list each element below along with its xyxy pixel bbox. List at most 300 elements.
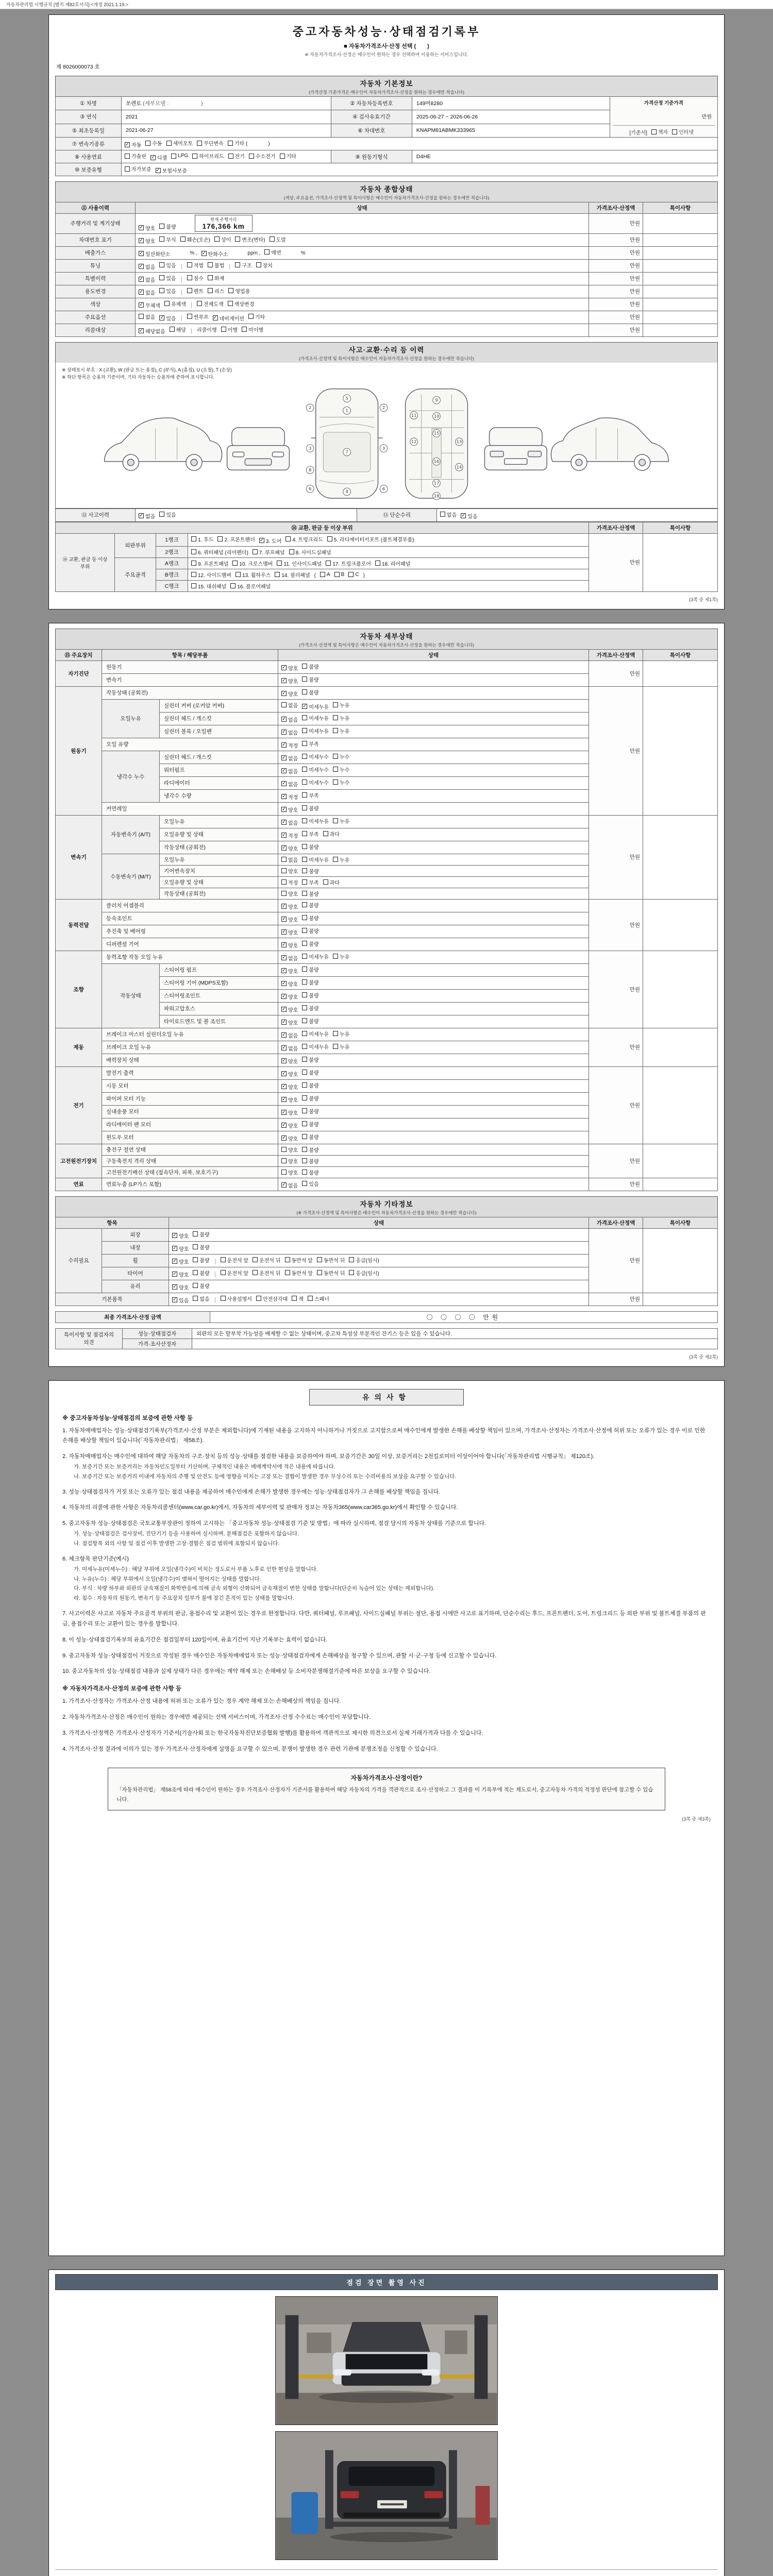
engine-type-value: D4HE <box>412 150 717 163</box>
option-label: 14. 필러패널 <box>281 572 310 579</box>
option-label: 미세누유 <box>309 716 329 722</box>
checkbox-unchecked <box>191 571 231 579</box>
checkbox-unchecked <box>191 582 226 590</box>
checkbox-checked <box>281 754 298 762</box>
state-cell <box>278 1144 589 1155</box>
option-label: 보험사보증 <box>162 168 187 174</box>
option-label: 불량 <box>309 844 319 851</box>
item-label: 와이퍼 모터 기능 <box>102 1092 278 1105</box>
subgroup-label: 수동변속기 (M/T) <box>102 854 160 899</box>
checkbox-box-icon <box>145 141 150 146</box>
checkbox-box-icon <box>281 904 287 909</box>
checkbox-checked <box>159 314 176 322</box>
checkbox-box-icon <box>139 277 144 282</box>
state-cell <box>278 876 589 888</box>
option-label: 없음 <box>145 277 156 283</box>
checkbox-unchecked <box>349 1269 379 1277</box>
checkbox-unchecked <box>208 287 224 295</box>
checkbox-box-icon <box>281 833 287 838</box>
option-label: 양호 <box>288 869 298 875</box>
checkbox-unchecked <box>302 1146 318 1154</box>
item-label: 작동상태 (공회전) <box>160 888 278 899</box>
accident-history-table <box>55 509 718 522</box>
option-label: 불량 <box>309 1096 319 1102</box>
checkbox-unchecked <box>208 261 224 269</box>
checkbox-box-icon <box>235 236 240 242</box>
option-label: 있음 <box>166 289 176 295</box>
simple-repair-options <box>437 509 718 521</box>
state-cell <box>136 298 589 311</box>
year-label: ③ 연식 <box>56 110 122 124</box>
table-header-row <box>56 522 718 533</box>
price-base-reference <box>613 125 715 136</box>
checkbox-box-icon <box>333 779 338 785</box>
option-label: 자가보증 <box>131 167 152 173</box>
notice-item <box>62 1452 711 1482</box>
option-label: 양호 <box>288 1170 298 1176</box>
checkbox-box-icon <box>139 314 144 319</box>
table-row <box>56 951 718 963</box>
checkbox-unchecked <box>302 927 318 935</box>
option-label: 양호 <box>288 679 298 685</box>
checkbox-box-icon <box>172 1246 177 1251</box>
checkbox-unchecked <box>264 248 281 256</box>
state-cell <box>169 1241 589 1254</box>
checkbox-box-icon <box>281 691 287 696</box>
price-cell: 만원 <box>589 214 643 234</box>
option-label: 양호 <box>288 943 298 949</box>
checkbox-box-icon <box>187 288 192 293</box>
option-label: 없음 <box>145 264 156 270</box>
option-label: 무단변속 <box>204 141 224 147</box>
checkbox-checked <box>281 1006 298 1013</box>
checkbox-unchecked <box>221 1295 252 1302</box>
option-label: 불량 <box>309 980 319 986</box>
checkbox-box-icon <box>333 818 338 823</box>
price-cell: 만원 <box>589 233 643 246</box>
option-label: 11. 인사이드패널 <box>283 561 322 567</box>
checkbox-box-icon <box>201 251 207 256</box>
state-cell <box>278 1054 589 1066</box>
item-label: 외장 <box>102 1228 169 1241</box>
checkbox-checked <box>139 276 155 283</box>
checkbox-box-icon <box>281 794 287 799</box>
row-label: 특별이력 <box>56 272 136 285</box>
svg-text:16: 16 <box>433 459 440 464</box>
checkbox-box-icon <box>191 583 196 588</box>
section-note: (가격조사·산정액 및 특이사항은 매수인이 자동차가격조사·산정을 원하는 경우에만 적습니다) <box>299 355 474 361</box>
item-label: 디퍼렌셜 기어 <box>102 938 278 951</box>
table-row <box>56 97 718 110</box>
checkbox-box-icon <box>159 288 164 293</box>
svg-text:3: 3 <box>309 445 312 451</box>
checkbox-box-icon <box>192 154 197 159</box>
notice-item <box>62 1426 711 1447</box>
option-label: 불량 <box>309 677 319 683</box>
checkbox-box-icon <box>214 236 220 242</box>
state-cell <box>278 699 589 712</box>
opinion-section-label: 특이사항 및 점검자의 의견 <box>56 1328 123 1349</box>
transmission-label: ⑦ 변속기종류 <box>56 138 122 150</box>
checkbox-unchecked <box>159 287 176 295</box>
checkbox-box-icon <box>281 730 287 735</box>
checkbox-unchecked <box>164 300 186 308</box>
inspector-opinion-table <box>55 1328 718 1349</box>
option-label: 양호 <box>288 981 298 988</box>
checkbox-box-icon <box>302 1170 307 1175</box>
checkbox-box-icon <box>248 314 254 319</box>
checkbox-unchecked <box>302 740 318 748</box>
notice-item-text: 9. 중고자동차 성능·상태점검이 거짓으로 작성된 경우 매수인은 자동차매매업자 또는 성능·상태점검자에게 손해배상을 청구할 수 있으며, 관할 시·군·구청 등에 신고할 수 있습니다. <box>62 1652 497 1659</box>
checkbox-box-icon <box>327 536 332 541</box>
option-label: 3. 도어 <box>265 538 282 545</box>
state-cell <box>278 751 589 764</box>
state-cell <box>169 1280 589 1293</box>
note-cell <box>643 660 718 686</box>
svg-text:12: 12 <box>411 438 417 444</box>
checkbox-unchecked <box>171 153 188 159</box>
checkbox-checked <box>172 1270 189 1278</box>
state-cell <box>278 1105 589 1118</box>
checkbox-unchecked <box>139 313 155 320</box>
exchange-label: ⑭ 교환, 판금 등 이상 부위 <box>56 533 115 591</box>
option-label: 양호 <box>288 1110 298 1116</box>
option-label: 해당 <box>176 327 186 333</box>
option-label: 전기 <box>234 154 245 160</box>
svg-text:11: 11 <box>411 412 417 418</box>
final-amount-placeholder: 〇 〇 〇 〇 <box>426 1313 478 1321</box>
checkbox-unchecked <box>197 300 224 308</box>
checkbox-unchecked <box>302 727 329 735</box>
final-price-table <box>55 1311 718 1323</box>
option-label: 불량 <box>309 1019 319 1025</box>
svg-text:4: 4 <box>345 488 348 494</box>
state-cell <box>278 1178 589 1191</box>
checkbox-unchecked <box>228 287 250 295</box>
option-label: 5. 라디에이터서포트 (볼트체결부품) <box>333 537 414 543</box>
checkbox-box-icon <box>170 327 175 332</box>
checkbox-box-icon <box>139 225 144 230</box>
inspection-period-value: 2025-06-27 ~ 2026-06-26 <box>412 110 610 124</box>
item-label: 실내송풍 모터 <box>102 1105 278 1118</box>
checkbox-checked <box>281 980 298 988</box>
state-cell <box>278 1131 589 1144</box>
option-label: 불량 <box>309 916 319 922</box>
section-overall-header <box>55 181 718 202</box>
rank-label: A랭크 <box>156 557 188 569</box>
state-cell <box>278 776 589 789</box>
engine-type-label: ⑨ 원동기형식 <box>331 150 412 163</box>
checkbox-unchecked <box>232 560 273 567</box>
checkbox-box-icon <box>232 561 238 566</box>
option-label: 사용설명서 <box>227 1296 252 1302</box>
option-label: 양호 <box>288 1059 298 1065</box>
item-label: 브레이크 마스터 실린더오일 누유 <box>102 1028 278 1041</box>
checkbox-box-icon <box>317 1257 322 1262</box>
checkbox-unchecked <box>302 914 318 922</box>
table-row <box>56 899 718 912</box>
reg-no-value: 149머8280 <box>412 97 610 110</box>
checkbox-unchecked <box>333 953 349 960</box>
column-usage-history: ⑪ 사용이력 <box>56 202 136 214</box>
option-separator <box>181 264 182 269</box>
checkbox-checked <box>281 767 298 775</box>
option-label: 탄화수소 <box>208 251 228 258</box>
state-cell <box>278 1079 589 1092</box>
checkbox-unchecked <box>242 326 263 333</box>
checkbox-checked <box>281 941 298 949</box>
price-cell: 만원 <box>589 1293 643 1306</box>
state-cell <box>278 673 589 686</box>
state-cell <box>278 976 589 989</box>
checkbox-box-icon <box>281 1032 287 1038</box>
section-note: (가격산정 기준가격은 매수인이 자동차가격조사·산정을 원하는 경우에만 적습니다) <box>309 90 464 95</box>
checkbox-checked <box>281 793 298 801</box>
appraiser-opinion-text <box>192 1338 718 1349</box>
state-cell <box>278 899 589 912</box>
note-cell <box>643 1066 718 1144</box>
checkbox-unchecked <box>145 139 162 147</box>
table-row <box>56 246 718 259</box>
checkbox-box-icon <box>302 818 307 823</box>
checkbox-unchecked <box>326 560 371 567</box>
checkbox-checked <box>281 844 298 852</box>
checkbox-box-icon <box>333 754 338 759</box>
checkbox-unchecked <box>230 582 271 590</box>
price-cell: 만원 <box>589 533 643 591</box>
option-label: 양호 <box>179 1246 189 1252</box>
checkbox-unchecked <box>651 128 668 135</box>
state-cell <box>278 764 589 776</box>
checkbox-box-icon <box>230 583 236 588</box>
option-label: 양호 <box>288 891 298 897</box>
checkbox-box-icon <box>302 1070 307 1075</box>
page-reference: (3쪽 중 제1쪽) <box>689 597 718 602</box>
checkbox-box-icon <box>193 1244 198 1249</box>
note-cell <box>643 324 718 336</box>
notice-items-performance <box>62 1426 711 1677</box>
item-label: 클러치 어셈블리 <box>102 899 278 912</box>
svg-text:18: 18 <box>433 493 440 498</box>
checkbox-checked <box>201 250 228 258</box>
checkbox-box-icon <box>302 1181 307 1186</box>
checkbox-unchecked <box>302 1043 329 1050</box>
option-separator <box>191 302 192 308</box>
checkbox-box-icon <box>159 275 164 280</box>
option-label: 불량 <box>309 1070 319 1076</box>
option-label: 불량 <box>309 1122 319 1128</box>
option-label: 불량 <box>309 928 319 935</box>
checkbox-checked <box>281 832 298 839</box>
checkbox-unchecked <box>333 753 349 760</box>
checkbox-box-icon <box>281 868 287 873</box>
checkbox-box-icon <box>191 549 196 554</box>
section-title: 사고·교환·수리 등 이력 <box>348 346 425 354</box>
checkbox-box-icon <box>281 1020 287 1025</box>
checkbox-box-icon <box>228 288 233 293</box>
checkbox-unchecked <box>302 856 329 863</box>
table-row <box>56 660 718 673</box>
table-row <box>56 272 718 285</box>
checkbox-unchecked <box>333 778 349 786</box>
checkbox-checked <box>281 1083 298 1091</box>
item-label: 브레이크 오일 누유 <box>102 1041 278 1054</box>
note-cell <box>643 1293 718 1306</box>
table-row <box>56 311 718 324</box>
checkbox-unchecked <box>281 701 298 709</box>
checkbox-unchecked <box>277 560 322 567</box>
state-code-legend: ※ 상태표시 부호 : X (교환), W (판금 또는 용접), C (부식), A (흠집), U (요철), T (손상) <box>62 367 232 372</box>
device-label: 조향 <box>56 951 102 1028</box>
price-cell: 만원 <box>589 686 643 815</box>
option-label: 적정 <box>288 743 298 749</box>
note-cell <box>643 815 718 899</box>
option-label: 도말 <box>276 237 286 243</box>
notice-subitem-text: 나. 점검항목 외의 사항 및 점검 이후 발생한 고장·결함은 점검 범위에 포함되지 않습니다. <box>74 1540 280 1547</box>
checkbox-unchecked <box>302 940 318 947</box>
state-cell <box>278 1028 589 1041</box>
notice-item-text: 7. 사고이력은 사고로 자동차 주요골격 부위의 판금, 용접수리 및 교환이 있는 경우로 한정합니다. 다만, 쿼터패널, 루프패널, 사이드실패널 부위는 절단, 용접 시에만 사고로 표기하며, 단순수리는 후드, 프론트펜더, 도어, 트렁크리드 등 외판 부위 및 볼트체결 부품의 판금, 용접수리 또는 교환이 있는 경우를 말합니다. <box>62 1611 706 1627</box>
option-label: 13. 휠하우스 <box>242 572 271 579</box>
svg-text:1: 1 <box>345 408 348 413</box>
item-label: 실린더 커버 (로커암 커버) <box>160 699 278 712</box>
checkbox-box-icon <box>249 154 254 159</box>
option-label: 불량 <box>309 690 319 696</box>
checkbox-box-icon <box>302 741 307 746</box>
notice-item <box>62 1609 711 1630</box>
checkbox-box-icon <box>191 561 196 566</box>
option-label: 부족 <box>309 832 319 838</box>
option-label: 불법 <box>214 263 225 269</box>
checkbox-unchecked <box>302 1168 318 1176</box>
checkbox-unchecked <box>285 1269 313 1277</box>
checkbox-unchecked <box>289 548 331 556</box>
checkbox-box-icon <box>302 1031 307 1036</box>
checkbox-box-icon <box>323 831 328 836</box>
checkbox-unchecked <box>281 878 298 886</box>
option-label: 불량 <box>199 1258 210 1264</box>
checkbox-unchecked <box>191 535 213 543</box>
column-item: 항목 <box>56 1217 169 1228</box>
checkbox-box-icon <box>139 328 144 333</box>
checkbox-box-icon <box>302 1082 307 1088</box>
state-cell <box>278 865 589 876</box>
svg-text:2: 2 <box>309 404 312 410</box>
notice-section2-title: ※ 자동차가격조사·산정의 보증에 관한 사항 등 <box>62 1686 181 1692</box>
inspection-photo-engine-bay <box>275 2296 498 2425</box>
column-note: 특이사항 <box>643 649 718 660</box>
section-title: 자동차 기본정보 <box>360 80 413 88</box>
checkbox-box-icon <box>302 1005 307 1010</box>
item-label: 유리 <box>102 1280 169 1293</box>
option-label: 상이 <box>221 237 231 243</box>
option-label: 불량 <box>309 1109 319 1115</box>
checkbox-box-icon <box>461 513 466 518</box>
state-cell <box>169 1228 589 1241</box>
checkbox-box-icon <box>281 807 287 812</box>
option-label: 양호 <box>288 807 298 814</box>
checkbox-box-icon <box>302 754 307 759</box>
checkbox-box-icon <box>302 967 307 972</box>
checkbox-box-icon <box>187 275 192 280</box>
table-row <box>56 1311 718 1323</box>
group-label: 외판부위 <box>115 533 156 557</box>
state-cell <box>278 1041 589 1054</box>
checkbox-box-icon <box>217 536 223 541</box>
fuel-label: ⑧ 사용연료 <box>56 150 122 163</box>
note-cell <box>643 272 718 285</box>
state-cell <box>136 233 589 246</box>
checkbox-box-icon <box>264 249 270 255</box>
option-label: 양호 <box>288 904 298 910</box>
option-label: 불량 <box>309 1170 319 1176</box>
option-label: 불량 <box>199 1245 210 1251</box>
notice-item-text: 2. 자동차가격조사·산정은 매수인이 원하는 경우에만 제공되는 선택 서비스이며, 가격조사·산정 수수료는 매수인이 부담합니다. <box>62 1714 371 1720</box>
checkbox-box-icon <box>208 275 213 280</box>
checkbox-checked <box>125 141 141 148</box>
checkbox-unchecked <box>187 313 209 320</box>
checkbox-box-icon <box>281 994 287 999</box>
checkbox-unchecked <box>193 1269 209 1277</box>
item-label: 휠 <box>102 1254 169 1267</box>
checkbox-box-icon <box>139 302 144 308</box>
checkbox-box-icon <box>320 572 325 577</box>
checkbox-box-icon <box>281 702 287 707</box>
column-device: ⑮ 주요장치 <box>56 649 102 660</box>
notice-section1-title: ※ 중고자동차성능·상태점검의 보증에 관한 사항 등 <box>62 1415 193 1421</box>
state-cell <box>169 1293 589 1306</box>
checkbox-checked <box>281 1134 298 1142</box>
checkbox-box-icon <box>326 561 331 566</box>
row-label: 배출가스 <box>56 246 136 259</box>
row-label: 차대번호 표기 <box>56 233 136 246</box>
notice-item-text: 1. 가격조사·산정자는 가격조사·산정 내용에 허위 또는 오류가 있는 경우 계약 해제 또는 손해배상의 책임을 집니다. <box>62 1698 341 1705</box>
state-cell <box>278 1015 589 1028</box>
column-price: 가격조사·산정액 <box>589 649 643 660</box>
checkbox-unchecked <box>281 856 298 863</box>
checkbox-box-icon <box>139 238 144 243</box>
option-separator <box>181 290 182 295</box>
checkbox-box-icon <box>236 572 241 577</box>
table-row <box>56 1066 718 1079</box>
option-label: 네비게이션 <box>219 316 244 322</box>
warranty-type-label: ⑩ 보증유형 <box>56 163 122 176</box>
option-text: ppm , <box>232 250 261 256</box>
option-label: B <box>341 571 345 578</box>
notice-subitem-text: 다. 부식 : 차량 하부와 외판의 금속재질이 화학반응에 의해 금속 외형이 산화되어 금속재질이 변한 상태를 말합니다(단순히 녹슬어 있는 상태는 제외합니다). <box>74 1585 435 1592</box>
option-label: 동반석 앞 <box>291 1258 313 1264</box>
checkbox-unchecked <box>221 1256 248 1264</box>
group-label: 주요골격 <box>115 557 156 591</box>
checkbox-box-icon <box>302 1044 307 1049</box>
mileage-label: 현재 주행거리 <box>210 217 237 222</box>
table-row <box>56 138 718 150</box>
simple-repair-label: ⑬ 단순수리 <box>357 509 437 521</box>
option-label: 영업용 <box>235 289 250 295</box>
option-label: 스패너 <box>314 1296 329 1302</box>
option-label: 없음 <box>288 1046 298 1052</box>
price-cell: 만원 <box>589 1066 643 1144</box>
checkbox-box-icon <box>285 1270 290 1275</box>
option-label: 불량 <box>309 941 319 947</box>
subgroup-label: 냉각수 누수 <box>102 751 160 802</box>
option-label: 불량 <box>166 224 176 230</box>
price-cell: 만원 <box>589 311 643 324</box>
checkbox-box-icon <box>333 715 338 720</box>
checkbox-checked <box>156 166 187 174</box>
checkbox-box-icon <box>221 327 226 332</box>
checkbox-box-icon <box>281 768 287 773</box>
